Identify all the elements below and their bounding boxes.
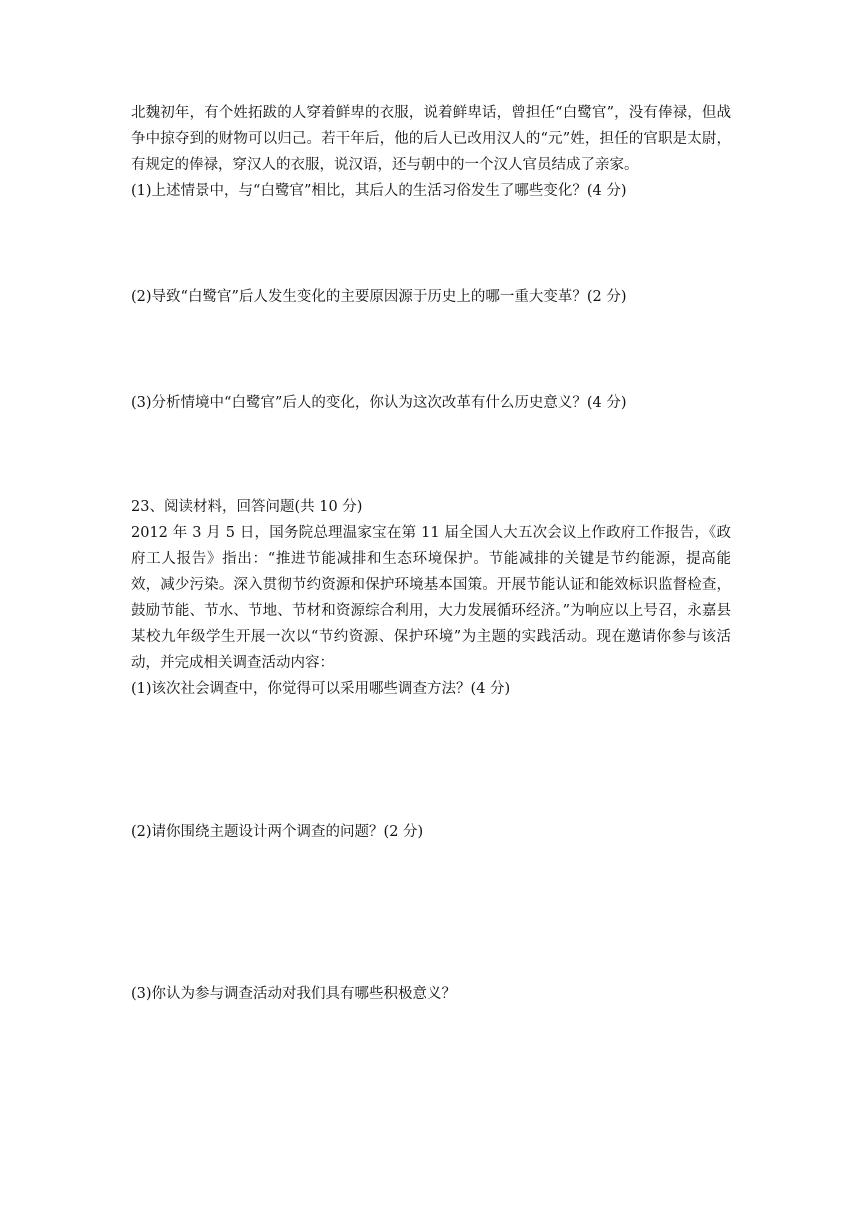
question-1-1: (1)上述情景中，与“白鹭官”相比，其后人的生活习俗发生了哪些变化？(4 分) (131, 183, 627, 199)
material-paragraph-2: 2012 年 3 月 5 日，国务院总理温家宝在第 11 届全国人大五次会议上作政府工作报告，《政府工人报告》指出：“推进节能减排和生态环境保护。节能减排的关键是节约能源，提高能效，减少污染。深入贯彻节约资源和保护环境基本国策。开展节能认证和能效标识监督检查，鼓励节能、节水、节地、节材和资源综合利用，大力发展循环经济。”为响应以上号召，永嘉县某校九年级学生开展一次以“节约资源、保护环境”为主题的实践活动。现在邀请你参与该活动，并完成相关调查活动内容： (131, 525, 731, 671)
material-paragraph-1: 北魏初年，有个姓拓跋的人穿着鲜卑的衣服，说着鲜卑话，曾担任“白鹭官”，没有俸禄，但战争中掠夺到的财物可以归己。若干年后，他的后人已改用汉人的“元”姓，担任的官职是太尉，有规定的俸禄，穿汉人的衣服，说汉语，还与朝中的一个汉人官员结成了亲家。 (131, 105, 731, 173)
answer-space-1-2 (131, 310, 731, 390)
section-heading-23: 23、阅读材料，回答问题(共 10 分) (131, 499, 363, 515)
question-1-2: (2)导致“白鹭官”后人发生变化的主要原因源于历史上的哪一重大变革？(2 分) (131, 289, 627, 305)
question-2-1: (1)该次社会调查中，你觉得可以采用哪些调查方法？(4 分) (131, 681, 511, 697)
answer-space-2-1 (131, 702, 731, 819)
question-2-3: (3)你认为参与调查活动对我们具有哪些积极意义？ (131, 986, 457, 1002)
document-page (131, 100, 731, 1007)
answer-space-1-1 (131, 204, 731, 284)
answer-space-1-3 (131, 416, 731, 494)
question-1-3: (3)分析情境中“白鹭官”后人的变化，你认为这次改革有什么历史意义？(4 分) (131, 395, 627, 411)
answer-space-2-2 (131, 845, 731, 981)
question-2-2: (2)请你围绕主题设计两个调查的问题？(2 分) (131, 824, 424, 840)
